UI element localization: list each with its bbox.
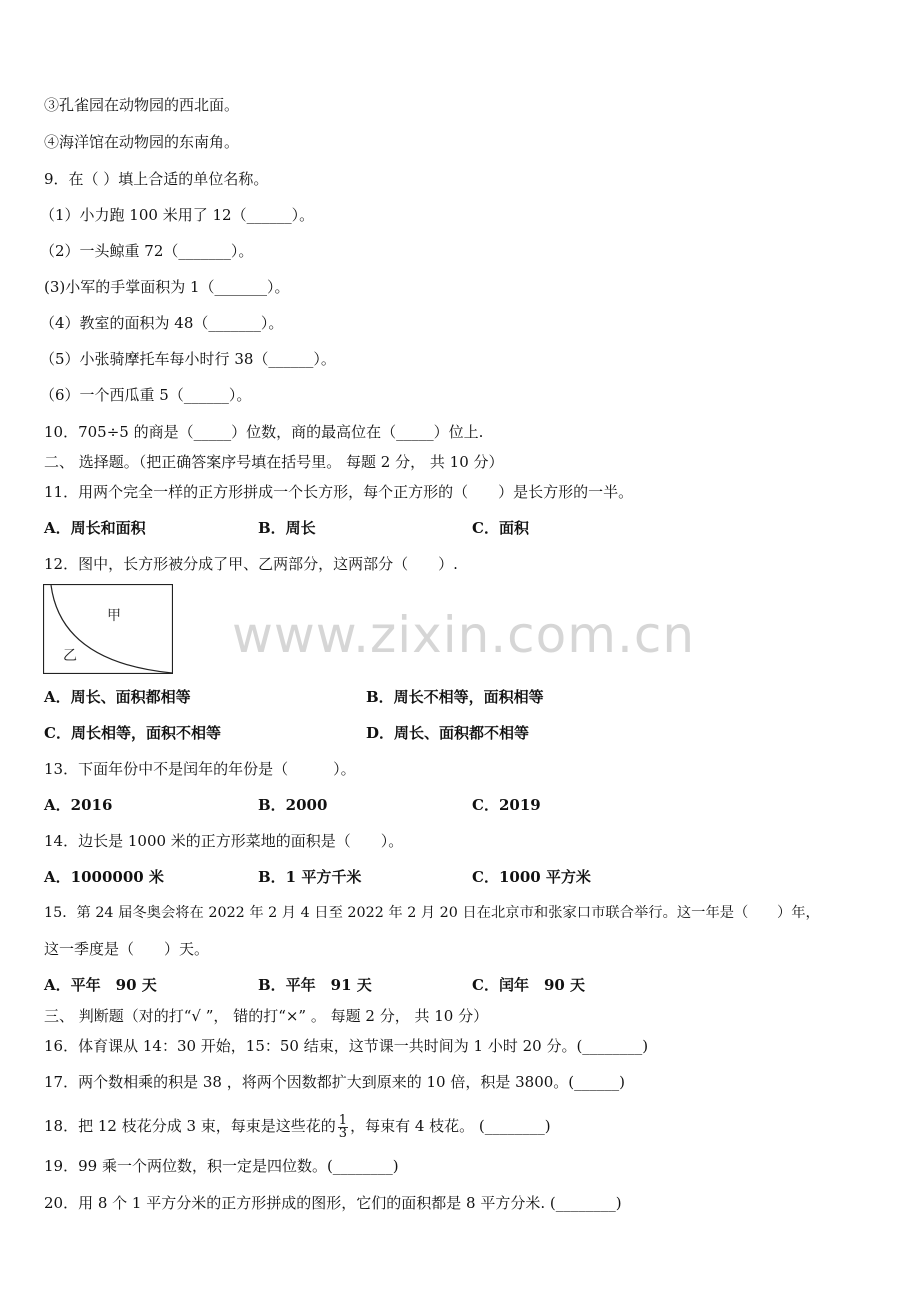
option-a[interactable]: A．周长、面积都相等 xyxy=(44,688,191,706)
question-18-text-before: 18．把 12 枝花分成 3 束，每束是这些花的 xyxy=(44,1117,336,1135)
question-19: 19．99 乘一个两位数，积一定是四位数。(________) xyxy=(44,1157,399,1175)
option-c[interactable]: C．1000 平方米 xyxy=(472,868,591,886)
question-15-line-1: 15．第 24 届冬奥会将在 2022 年 2 月 4 日至 2022 年 2 月 20 日在北京市和张家口市联合举行。这一年是（ ）年， xyxy=(44,905,820,921)
option-b[interactable]: B．平年 91 天 xyxy=(258,976,372,994)
question-9-2: （2）一头鲸重 72（_______）。 xyxy=(40,242,254,260)
option-b[interactable]: B．周长不相等，面积相等 xyxy=(366,688,544,706)
question-12: 12．图中，长方形被分成了甲、乙两部分，这两部分（ ）. xyxy=(44,555,458,573)
question-9-1: （1）小力跑 100 米用了 12（______）。 xyxy=(40,206,315,224)
question-17: 17．两个数相乘的积是 38 ，将两个因数都扩大到原来的 10 倍，积是 3800。(______) xyxy=(44,1073,625,1091)
fraction-one-third xyxy=(338,1112,348,1141)
label-jia: 甲 xyxy=(107,608,121,624)
question-9-3: (3)小军的手掌面积为 1（_______）。 xyxy=(44,278,290,296)
option-b[interactable]: B．1 平方千米 xyxy=(258,868,362,886)
question-18 xyxy=(44,1113,551,1139)
section-3-heading: 三、 判断题（对的打“√ ”， 错的打“×” 。 每题 2 分， 共 10 分） xyxy=(44,1007,489,1025)
question-9-6: （6）一个西瓜重 5（______）。 xyxy=(40,386,252,404)
question-16: 16．体育课从 14：30 开始，15：50 结束，这节课一共时间为 1 小时 20 分。(________) xyxy=(44,1037,649,1055)
label-yi: 乙 xyxy=(63,648,77,664)
rectangle-figure xyxy=(43,584,173,674)
question-20: 20．用 8 个 1 平方分米的正方形拼成的图形，它们的面积都是 8 平方分米. (________) xyxy=(44,1194,622,1212)
option-c[interactable]: C．2019 xyxy=(472,796,541,814)
option-d[interactable]: D．周长、面积都不相等 xyxy=(366,724,530,742)
section-2-heading: 二、 选择题。（把正确答案序号填在括号里。 每题 2 分， 共 10 分） xyxy=(44,453,504,471)
option-c[interactable]: C．面积 xyxy=(472,519,529,537)
option-c[interactable]: C．周长相等，面积不相等 xyxy=(44,724,221,742)
line-peacock: ③孔雀园在动物园的西北面。 xyxy=(44,96,240,114)
question-11: 11．用两个完全一样的正方形拼成一个长方形，每个正方形的（ ）是长方形的一半。 xyxy=(44,483,634,501)
question-9: 9．在（ ）填上合适的单位名称。 xyxy=(44,170,269,188)
question-10: 10．705÷5 的商是（_____）位数，商的最高位在（_____）位上. xyxy=(44,423,484,441)
question-15-line-2: 这一季度是（ ）天。 xyxy=(44,940,210,958)
question-9-5: （5）小张骑摩托车每小时行 38（______）。 xyxy=(40,350,336,368)
watermark: www.zixin.com.cn xyxy=(232,606,696,664)
question-9-4: （4）教室的面积为 48（_______）。 xyxy=(40,314,284,332)
option-c[interactable]: C．闰年 90 天 xyxy=(472,976,586,994)
option-b[interactable]: B．2000 xyxy=(258,796,328,814)
option-a[interactable]: A．1000000 米 xyxy=(44,868,164,886)
option-a[interactable]: A．2016 xyxy=(44,796,113,814)
line-ocean: ④海洋馆在动物园的东南角。 xyxy=(44,133,240,151)
option-b[interactable]: B．周长 xyxy=(258,519,316,537)
fraction-denominator: 3 xyxy=(338,1125,348,1141)
question-14: 14．边长是 1000 米的正方形菜地的面积是（ ）。 xyxy=(44,832,404,850)
question-13: 13．下面年份中不是闰年的年份是（ ）。 xyxy=(44,760,356,778)
fraction-numerator: 1 xyxy=(338,1112,348,1128)
option-a[interactable]: A．平年 90 天 xyxy=(44,976,157,994)
option-a[interactable]: A．周长和面积 xyxy=(44,519,146,537)
question-18-text-after: ，每束有 4 枝花。 (________) xyxy=(350,1117,551,1135)
